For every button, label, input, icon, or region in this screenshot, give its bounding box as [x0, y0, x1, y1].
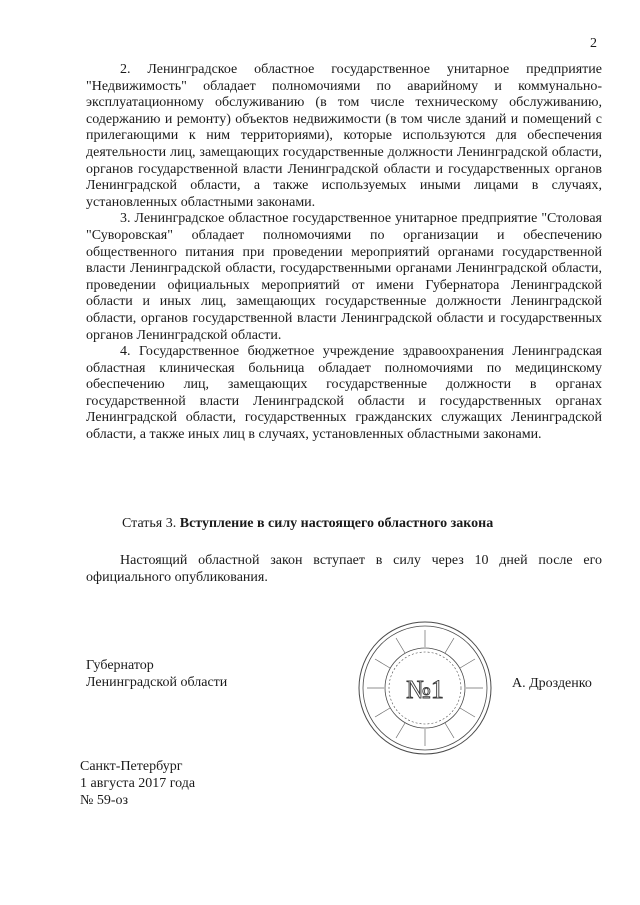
document-footer	[80, 758, 195, 809]
article-title: Вступление в силу настоящего областного закона	[179, 516, 494, 531]
article-number: Статья 3.	[122, 516, 177, 531]
signer-title-line1: Губернатор	[86, 658, 154, 673]
paragraph-3: 3. Ленинградское областное государственное унитарное предприятие "Столовая "Суворовская" обладает полномочиями по организации и обеспечению общественного питания при проведении мероприятий органами государственной власти Ленинградской области, государственными органами Ленинградской области, проведении официальных мероприятий от имени Губернатора Ленинградской области и иных лиц, замещающих государственные должности Ленинградской области, органов государственной власти Ленинградской области и государственных органов Ленинградской области.	[86, 211, 602, 343]
paragraph-4: 4. Государственное бюджетное учреждение здравоохранения Ленинградская областная клиническая больница обладает полномочиями по медицинскому обеспечению лиц, замещающих государственные должности в органах государственной власти Ленинградской области и государственных органах Ленинградской области, государственных гражданских служащих Ленинградской области, а также иных лиц в случаях, установленных областными законами.	[86, 344, 602, 443]
article-heading	[122, 516, 493, 532]
paragraph-2: 2. Ленинградское областное государственное унитарное предприятие "Недвижимость" обладает полномочиями по аварийному и коммунально-эксплуатационному обслуживанию (в том числе техническому обслуживанию, содержанию и ремонту) объектов недвижимости (в том числе зданий и помещений с прилегающими к ним территориями), которые используются для обеспечения деятельности лиц, замещающих государственные должности Ленинградской области, органов государственной власти Ленинградской области и государственных органов Ленинградской области, а также используемых иными лицами в случаях, установленных областными законами.	[86, 62, 602, 210]
law-body	[86, 62, 602, 444]
article-text: Настоящий областной закон вступает в силу через 10 дней после его официального опубликования.	[86, 553, 602, 585]
footer-city: Санкт-Петербург	[80, 759, 183, 774]
signer-title	[86, 658, 227, 691]
signer-name: А. Дрозденко	[512, 676, 592, 691]
page-number: 2	[590, 36, 597, 51]
signer-title-line2: Ленинградской области	[86, 674, 228, 690]
footer-date: 1 августа 2017 года	[80, 776, 196, 791]
seal-stamp	[355, 618, 495, 758]
stamp-number: №1	[406, 675, 444, 704]
footer-law-number: № 59-оз	[80, 793, 129, 808]
